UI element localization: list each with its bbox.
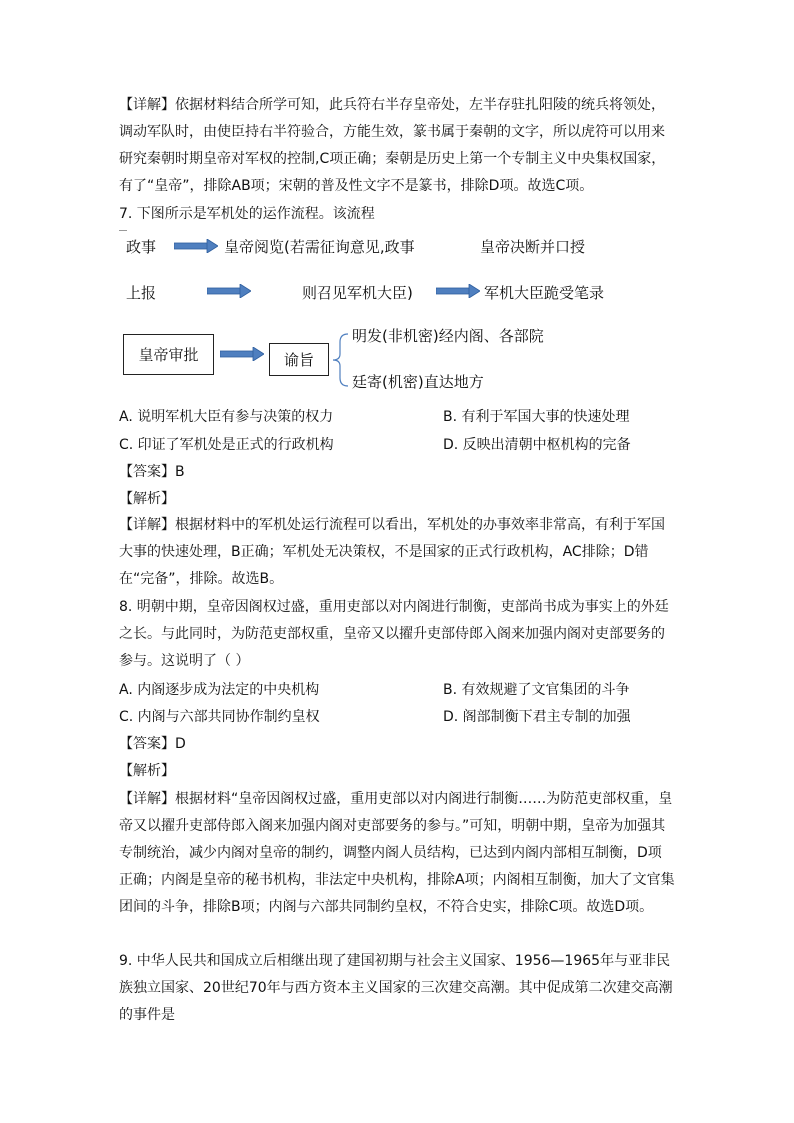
flow-arrow-icon [220,347,264,361]
flow-arrow-icon [207,284,251,298]
q7-answer: 【答案】B [119,464,185,480]
flow-box-yuzhi: 谕旨 [269,343,329,376]
brace-icon [330,332,350,388]
q7-option-c: C. 印证了军机处是正式的行政机构 [119,437,334,453]
flow-zhaojian: 则召见军机大臣) [302,284,413,302]
q8-option-c: C. 内阁与六部共同协作制约皇权 [119,709,320,725]
q8-answer: 【答案】D [119,736,186,752]
q7-analysis-label: 【解析】 [119,491,175,507]
flow-bishou: 军机大臣跪受笔录 [484,284,605,302]
q7-option-a: A. 说明军机大臣有参与决策的权力 [119,409,334,425]
q7-option-d: D. 反映出清朝中枢机构的完备 [443,437,631,453]
flow-zhengshi: 政事 [126,238,157,256]
q7-option-b: B. 有利于军国大事的快速处理 [443,409,630,425]
flow-arrow-icon [436,284,480,298]
q8-option-a: A. 内阁逐步成为法定的中央机构 [119,682,320,698]
q9-stem: 9. 中华人民共和国成立后相继出现了建国初期与社会主义国家、1956—1965年与亚非民族独立国家、20世纪70年与西方资本主义国家的三次建交高潮。其中促成第二次建交高潮的事件是 [119,953,673,1023]
small-tick-mark [119,230,127,231]
flow-juedu: 皇帝决断并口授 [480,238,586,256]
q8-option-d: D. 阁部制衡下君主专制的加强 [443,709,631,725]
flow-arrow-icon [174,239,218,253]
flow-tingji: 廷寄(机密)直达地方 [352,373,484,391]
q6-explanation: 【详解】依据材料结合所学可知，此兵符右半存皇帝处，左半存驻扎阳陵的统兵将领处，调动军队时，由使臣持右半符验合，方能生效，篆书属于秦朝的文字，所以虎符可以用来研究秦朝时期皇帝对军权的控制,C项正确；秦朝是历史上第一个专制主义中央集权国家，有了“皇帝”，排除AB项；宋朝的普及性文字不是篆书，排除D项。故选C项。 [119,97,666,194]
q8-analysis-label: 【解析】 [119,763,175,779]
flow-mingfa: 明发(非机密)经内阁、各部院 [352,327,544,345]
flow-shangbao: 上报 [126,284,157,302]
q7-stem: 7. 下图所示是军机处的运作流程。该流程 [119,206,375,222]
flow-box-shenpi: 皇帝审批 [123,334,214,375]
q7-explanation: 【详解】根据材料中的军机处运行流程可以看出，军机处的办事效率非常高，有利于军国大事的快速处理，B正确；军机处无决策权，不是国家的正式行政机构，AC排除；D错在“完备”，排除。故选B。 [119,517,665,587]
q8-option-b: B. 有效规避了文官集团的斗争 [443,682,630,698]
q8-explanation: 【详解】根据材料“皇帝因阁权过盛，重用吏部以对内阁进行制衡……为防范吏部权重，皇帝又以擢升吏部侍郎入阁来加强内阁对吏部要务的参与。”可知，明朝中期，皇帝为加强其专制统治，减少内阁对皇帝的制约，调整内阁人员结构，已达到内阁内部相互制衡，D项正确；内阁是皇帝的秘书机构，非法定中央机构，排除A项；内阁相互制衡，加大了文官集团间的斗争，排除B项；内阁与六部共同制约皇权，不符合史实，排除C项。故选D项。 [119,791,675,915]
q8-stem: 8. 明朝中期，皇帝因阁权过盛，重用吏部以对内阁进行制衡，吏部尚书成为事实上的外廷之长。与此同时，为防范吏部权重，皇帝又以擢升吏部侍郎入阁来加强内阁对吏部要务的参与。这说明了（ ） [119,599,669,669]
flow-yuelan: 皇帝阅览(若需征询意见,政事 [224,238,415,256]
